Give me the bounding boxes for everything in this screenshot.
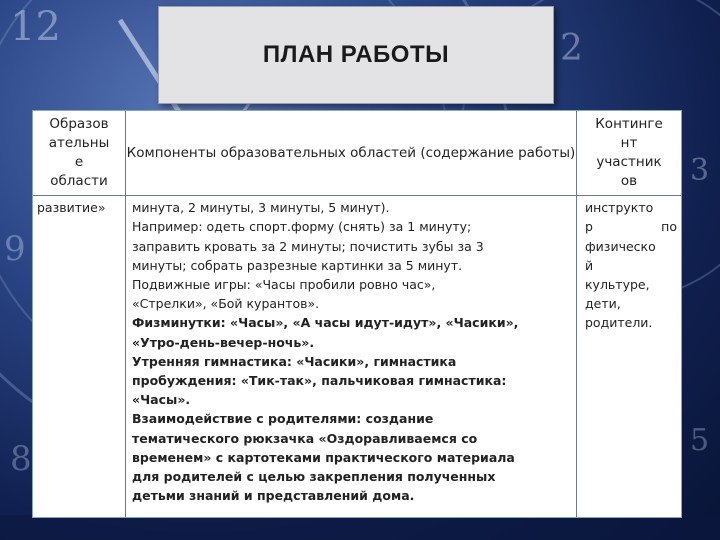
content-line: Подвижные игры: «Часы пробили ровно час», bbox=[132, 277, 436, 293]
svg-text:12: 12 bbox=[10, 4, 61, 50]
content-line: Например: одеть спорт.форму (снять) за 1 минуту; bbox=[132, 219, 472, 235]
content-line: детьми знаний и представлений дома. bbox=[132, 488, 415, 504]
content-line: «Утро-день-вечер-ночь». bbox=[132, 334, 315, 350]
column-divider bbox=[125, 111, 126, 517]
column-divider bbox=[576, 111, 577, 517]
title-box bbox=[158, 6, 554, 104]
header-educational-areas: Образов ательны е области bbox=[48, 116, 110, 189]
svg-text:3: 3 bbox=[690, 153, 710, 188]
cell-content bbox=[132, 179, 572, 505]
header-components: Компоненты образовательных областей (содержание работы) bbox=[126, 144, 576, 161]
header-participants: Континге нт участник ов bbox=[595, 116, 663, 189]
content-line: заправить кровать за 2 минуты; почистить зубы за 3 bbox=[132, 238, 484, 254]
svg-text:8: 8 bbox=[10, 439, 32, 479]
cell-educational-area: развитие» bbox=[37, 200, 106, 216]
svg-text:2: 2 bbox=[560, 28, 583, 69]
table-header bbox=[33, 111, 681, 196]
work-plan-table bbox=[32, 110, 682, 518]
svg-text:5: 5 bbox=[690, 423, 710, 458]
cell-participants: инструкто р по физическо й культуре, дети, родители. bbox=[585, 200, 677, 331]
content-line: минута, 2 минуты, 3 минуты, 5 минут). bbox=[132, 200, 390, 216]
page-title: ПЛАН РАБОТЫ bbox=[262, 41, 450, 68]
content-line: Физминутки: «Часы», «А часы идут-идут», «Часики», bbox=[132, 315, 519, 331]
content-line: Взаимодействие с родителями: создание bbox=[132, 411, 434, 427]
content-line: минуты; собрать разрезные картинки за 5 минут. bbox=[132, 257, 463, 273]
content-line: для родителей с целью закрепления полученных bbox=[132, 469, 496, 485]
content-line: «Стрелки», «Бой курантов». bbox=[132, 296, 320, 312]
content-line: временем» с картотеками практического материала bbox=[132, 449, 515, 465]
content-line: «Часы». bbox=[132, 392, 191, 408]
content-line: Утренняя гимнастика: «Часики», гимнастика bbox=[132, 353, 457, 369]
content-line: тематического рюкзачка «Оздоравливаемся со bbox=[132, 430, 478, 446]
content-line: пробуждения: «Тик-так», пальчиковая гимнастика: bbox=[132, 373, 507, 389]
svg-text:9: 9 bbox=[4, 229, 26, 269]
